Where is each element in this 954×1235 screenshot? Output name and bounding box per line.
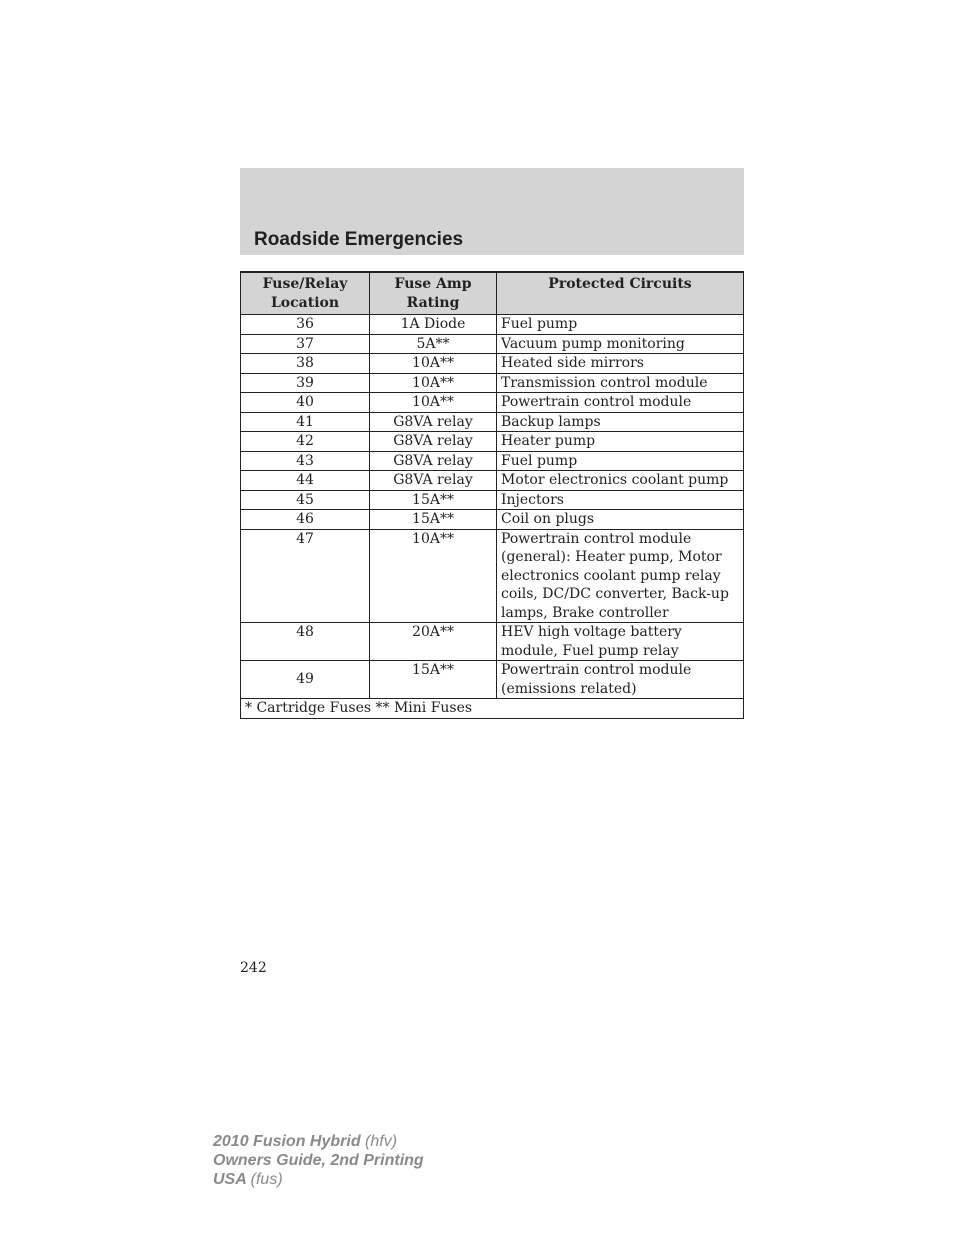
cell-circuits: Fuel pump [497, 451, 744, 471]
table-row [241, 451, 744, 471]
cell-rating: 10A** [370, 354, 497, 374]
column-header-location [241, 272, 370, 315]
document-footer [213, 1132, 424, 1189]
footer-model-code: (hfv) [365, 1133, 398, 1150]
cell-rating: 10A** [370, 393, 497, 413]
footer-market-code: (fus) [250, 1171, 283, 1188]
cell-rating: 1A Diode [370, 315, 497, 335]
cell-location: 45 [241, 490, 370, 510]
footer-line [213, 1151, 424, 1170]
cell-location: 38 [241, 354, 370, 374]
cell-circuits: Injectors [497, 490, 744, 510]
footer-line [213, 1132, 424, 1151]
column-header-line: Fuse Amp [394, 276, 472, 292]
cell-rating: 10A** [370, 373, 497, 393]
column-header-line: Fuse/Relay [262, 276, 348, 292]
cell-rating: 10A** [370, 529, 497, 623]
page-number: 242 [240, 960, 267, 976]
cell-circuits: HEV high voltage battery module, Fuel pump relay [497, 623, 744, 661]
section-header-band [240, 168, 744, 255]
column-header-rating [370, 272, 497, 315]
table-row [241, 510, 744, 530]
table-row [241, 529, 744, 623]
table-row [241, 623, 744, 661]
cell-location: 47 [241, 529, 370, 623]
cell-location: 36 [241, 315, 370, 335]
cell-circuits: Powertrain control module [497, 393, 744, 413]
table-row [241, 334, 744, 354]
cell-location: 44 [241, 471, 370, 491]
table-row [241, 490, 744, 510]
cell-circuits: Vacuum pump monitoring [497, 334, 744, 354]
cell-circuits: Fuel pump [497, 315, 744, 335]
cell-location: 42 [241, 432, 370, 452]
cell-location: 39 [241, 373, 370, 393]
cell-rating: G8VA relay [370, 471, 497, 491]
section-title: Roadside Emergencies [254, 229, 464, 250]
cell-circuits: Coil on plugs [497, 510, 744, 530]
cell-rating: 15A** [370, 490, 497, 510]
cell-rating: 20A** [370, 623, 497, 661]
table-row [241, 354, 744, 374]
footer-market: USA [213, 1171, 247, 1188]
column-header-circuits [497, 272, 744, 315]
footer-printing: Owners Guide, 2nd Printing [213, 1152, 424, 1169]
cell-location: 40 [241, 393, 370, 413]
cell-location: 37 [241, 334, 370, 354]
cell-rating: 15A** [370, 510, 497, 530]
table-row [241, 471, 744, 491]
table-row [241, 412, 744, 432]
table-footnote: * Cartridge Fuses ** Mini Fuses [241, 699, 744, 719]
table-row [241, 661, 744, 699]
column-header-line: Protected Circuits [548, 276, 692, 292]
cell-circuits: Heated side mirrors [497, 354, 744, 374]
cell-circuits: Motor electronics coolant pump [497, 471, 744, 491]
table-footnote-row [241, 699, 744, 719]
cell-rating: 15A** [370, 661, 497, 699]
cell-rating: G8VA relay [370, 451, 497, 471]
cell-circuits: Powertrain control module (general): Heater pump, Motor electronics coolant pump relay coils, DC/DC converter, Back-up lamps, Brake controller [497, 529, 744, 623]
cell-location: 49 [241, 661, 370, 699]
cell-location: 48 [241, 623, 370, 661]
cell-rating: G8VA relay [370, 412, 497, 432]
footer-model: 2010 Fusion Hybrid [213, 1133, 361, 1150]
fuse-table [240, 271, 744, 719]
cell-circuits: Powertrain control module (emissions related) [497, 661, 744, 699]
table-header-row [241, 272, 744, 315]
table-row [241, 432, 744, 452]
cell-circuits: Transmission control module [497, 373, 744, 393]
cell-rating: G8VA relay [370, 432, 497, 452]
cell-location: 41 [241, 412, 370, 432]
cell-location: 46 [241, 510, 370, 530]
table-row [241, 393, 744, 413]
column-header-line: Rating [406, 294, 460, 311]
cell-circuits: Heater pump [497, 432, 744, 452]
table-row [241, 315, 744, 335]
cell-rating: 5A** [370, 334, 497, 354]
cell-location: 43 [241, 451, 370, 471]
cell-circuits: Backup lamps [497, 412, 744, 432]
table-row [241, 373, 744, 393]
footer-line [213, 1170, 424, 1189]
column-header-line: Location [270, 294, 340, 311]
